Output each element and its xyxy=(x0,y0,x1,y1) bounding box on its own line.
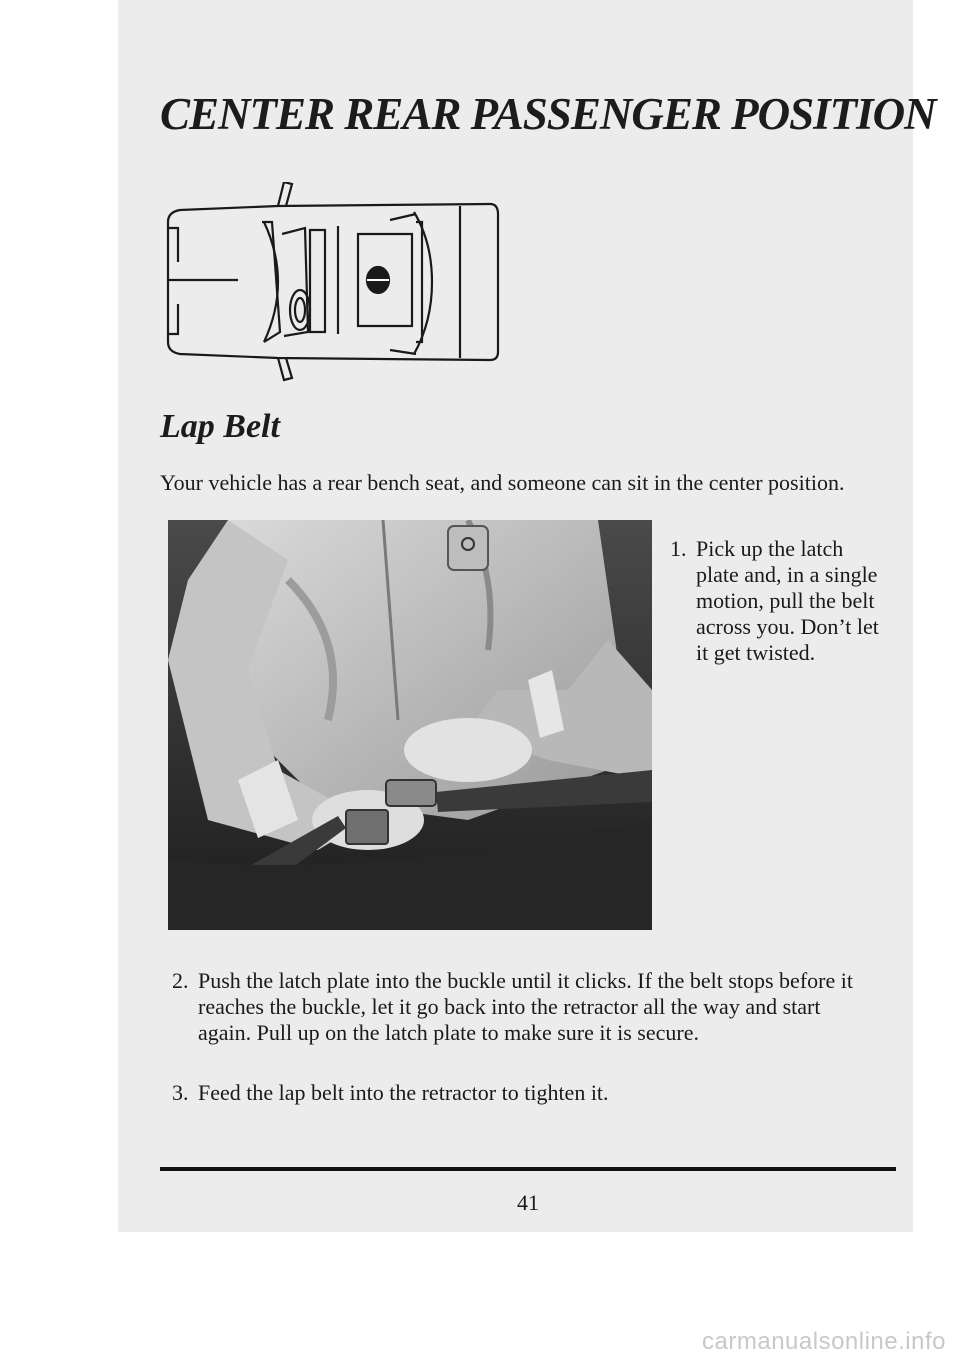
page-number: 41 xyxy=(517,1190,539,1215)
step-number: 3. xyxy=(172,1080,189,1105)
footer-rule xyxy=(160,1167,896,1171)
step-3 xyxy=(172,1080,872,1106)
intro-paragraph: Your vehicle has a rear bench seat, and someone can sit in the center position. xyxy=(160,470,845,495)
lap-belt-photo xyxy=(168,520,652,930)
step-text: Push the latch plate into the buckle until it clicks. If the belt stops before it reaches the buckle, let it go back into the retractor all the way and start again. Pull up on the latch plate to make sure it is secure. xyxy=(198,968,853,1045)
section-subheading: Lap Belt xyxy=(160,408,280,445)
step-number: 1. xyxy=(670,536,687,561)
step-text: Pick up the latch plate and, in a single motion, pull the belt across you. Don’t let it get twisted. xyxy=(696,536,879,665)
step-text: Feed the lap belt into the retractor to tighten it. xyxy=(198,1080,609,1105)
seating-position-diagram xyxy=(160,182,505,382)
step-2 xyxy=(172,968,872,1046)
step-1 xyxy=(670,536,885,666)
page-title: CENTER REAR PASSENGER POSITION xyxy=(160,89,936,139)
site-watermark: carmanualsonline.info xyxy=(702,1328,946,1355)
step-number: 2. xyxy=(172,968,189,993)
